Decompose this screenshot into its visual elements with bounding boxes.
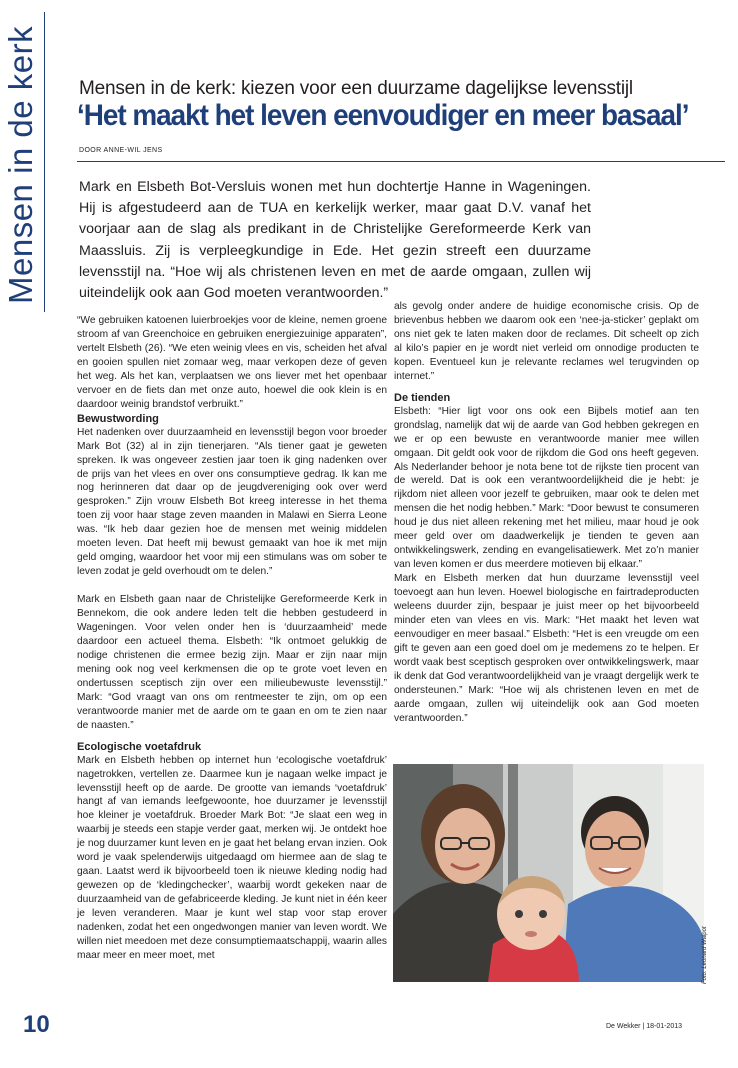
photo-credit: Foto: Leonard Walpot [702,926,708,984]
lead-paragraph: Mark en Elsbeth Bot-Versluis wonen met hun dochtertje Hanne in Wageningen. Hij is afgestudeerd aan de TUA en kerkelijk werker, maar gaat D.V. vanaf het voorjaar aan de slag als predikant in de Christelijke Gereformeerde Kerk van Maassluis. Zij is verpleegkundige in Ede. Het gezin streeft een duurzame levensstijl na. “Hoe wij als christenen leven en met de aarde omgaan, zullen wij uiteindelijk ook aan God moeten verantwoorden.” [79,179,591,302]
kicker: Mensen in de kerk: kiezen voor een duurzame dagelijkse levensstijl [79,78,633,99]
paragraph: Elsbeth: “Hier ligt voor ons ook een Bijbels motief aan ten grondslag, namelijk dat wij de aarde van God hebben gekregen en we er op een bewuste en verantwoorde manier mee willen omgaan. Dit geldt ook voor de rijkdom die God ons heeft gegeven. Als Nederlander behoor je nota bene tot de rijkste tien procent van de wereld. Dat is ook een verantwoordelijkheid die je hebt: je rijkdom niet alleen voor jezelf te gebruiken, maar ook te delen met mensen die het nodig hebben.” Mark: “Door bewust te consumeren houd je dus niet alleen rekening met het milieu, maar houd je ook meer geld over om daadwerkelijk je tienden te geven aan ontwikkelingswerk, zending en evangelisatiewerk. Met zo’n manier van leven komen er dus meerdere motieven bij elkaar.” [394,405,699,571]
paragraph: Mark en Elsbeth hebben op internet hun ‘ecologische voetafdruk’ nagetrokken, vertellen ze. Daarmee kun je nagaan welke impact je levensstijl heeft op de aarde. De grootte van iemands ‘voetafdruk’ hangt af van iemands leefgewoonte, hoe duurzamer je levensstijl hoe kleiner je voetafdruk. Broeder Mark Bot: “Je slaat een weg in waarbij je steeds een stapje verder gaat, merken wij. Je ontdekt hoe je nog duurzamer kunt leven en je gaat het belang ervan inzien. Ook word je vaak spelenderwijs uitgedaagd om hiermee aan de slag te gaan. Laatst werd ik bijvoorbeeld toen ik nieuwe kleding nodig had gewezen op de ‘kledingchecker’, waarbij wordt gekeken naar de duurzaamheid van de gefabriceerde kleding. Je kunt niet in één keer je leven veranderen. Maar je kunt wel stap voor stap erover nadenken, zodat het een ongedwongen manier van leven wordt. We willen niet meedoen met deze consumptiemaatschappij, waarin alles maar meer en meer moet, met [77,754,387,961]
subheading-de-tienden: De tienden [394,391,451,404]
paragraph: Mark en Elsbeth gaan naar de Christelijke Gereformeerde Kerk in Bennekom, die ook andere leden telt die hebben gestudeerd in Wageningen. Voor velen onder hen is ‘duurzaamheid’ mede daardoor een actueel thema. Elsbeth: “Ik ontmoet gelukkig de nodige christenen die ermee bezig zijn. Maar er zijn naar mijn mening ook nog veel kerkmensen die op te grote voet leven en ondertussen sceptisch zijn over een milieubewuste levensstijl.” Mark: “God vraagt van ons om rentmeester te zijn, om op een verantwoorde manier met de aarde om te gaan en om te zien naar de naasten.” [77,594,387,731]
subheading-bewustwording: Bewustwording [77,412,159,425]
headline: ‘Het maakt het leven eenvoudiger en meer basaal’ [77,99,689,132]
paragraph: Het nadenken over duurzaamheid en levensstijl begon voor broeder Mark Bot (32) al in zijn tienerjaren. “Als tiener gaat je geweten spreken. Ik was ongeveer zestien jaar toen ik ging nadenken over de prijs van het vlees en over ons consumptieve gedrag. Ik kan me nog herinneren dat daar op de jeugdvereniging ook over werd gesproken.” Zijn vrouw Elsbeth Bot kreeg interesse in het thema toen zij voor haar stage zeven maanden in Malawi en Sierra Leone was. “Ik heb daar gezien hoe de mensen met weinig middelen moeten leven. Dat heeft mij bewust gemaakt van hoe ik met mijn geld omging, waardoor het voor mij een stimulans was om sober te leven zodat je geld overhoudt om te delen.” [77,426,387,578]
article-column-left [77,314,387,963]
article-column-right [394,300,699,726]
header-rule [77,161,725,162]
byline: DOOR ANNE-WIL JENS [79,147,163,154]
paragraph: “We gebruiken katoenen luierbroekjes voor de kleine, nemen groene stroom af van Greenchoice en gebruiken energiezuinige apparaten”, vertelt Elsbeth (26). “We eten weinig vlees en vis, scheiden het afval en gooien spullen niet zomaar weg, maar verkopen deze of geven het weg. Als het kan, verplaatsen we ons liever met het openbaar vervoer en de fiets dan met onze auto, hoewel die ook klein is en daardoor weinig brandstof verbruikt.” [77,315,387,410]
side-rule [44,12,45,312]
footer-publication: De Wekker | 18-01-2013 [606,1023,683,1030]
paragraph: Mark en Elsbeth merken dat hun duurzame levensstijl veel toevoegt aan hun leven. Hoewel biologische en fairtradeproducten weleens duurder zijn, bespaar je juist meer op het bijvoorbeeld minder eten van vlees en vis. Mark: “Het maakt het leven wat eenvoudiger en meer basaal.” Elsbeth: “Het is een vreugde om een gift te geven aan een goed doel om je medemens zo te helpen. Er wordt vaak best sceptisch gesproken over ontwikkelingswerk, maar ik denk dat God verantwoordelijkheid van je vraagt dergelijk werk te ondersteunen.” Mark: “Hoe wij als christenen leven en met de aarde omgaan, zullen wij uiteindelijk ook aan God moeten verantwoorden.” [394,573,699,724]
section-label: Mensen in de kerk [2,25,39,304]
family-photo [393,764,704,982]
subheading-ecologische-voetafdruk: Ecologische voetafdruk [77,740,202,753]
page-number: 10 [23,1011,50,1038]
paragraph: als gevolg onder andere de huidige economische crisis. Op de brievenbus hebben we daarom ook een ‘nee-ja-sticker’ geplakt om ons niet gek te laten maken door de reclames. Dit scheelt op zich al kilo’s papier en je wordt niet verleid om onnodige producten te kopen. Eventueel kun je relevante reclames wel terugvinden op internet.” [394,301,699,382]
